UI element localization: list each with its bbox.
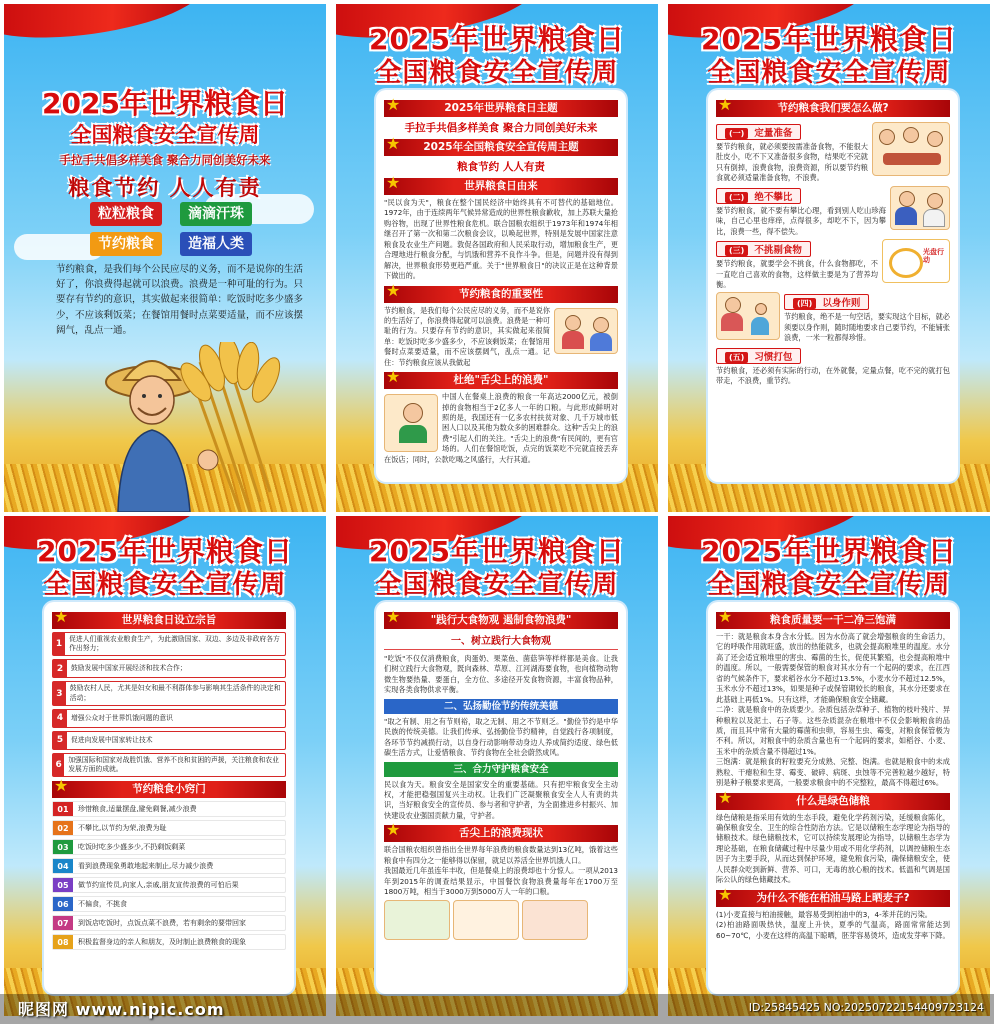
quality-text: 三饱满：就是粮食的籽粒要充分成熟、完整、饱满。也就是粮食中的未成熟粒、干瘪粒和生芽、霉变、破碎、病斑、虫蚀等不完善粒越少越好，特别是种子粮要求更高，一般要求粮食中的不完整粒，最高不得超过6%。 <box>716 757 950 788</box>
theme-text: 粮食节约 人人有责 <box>457 161 545 173</box>
howto-title: 以身作则 <box>822 298 861 310</box>
list-item <box>52 709 286 728</box>
section-title: 节约粮食我们要怎么做? <box>777 102 889 114</box>
content-panel <box>376 90 626 482</box>
waste-text: 中国人在餐桌上浪费的粮食一年高达2000亿元，被倒掉的食物相当于2亿多人一年的口粮。与此形成鲜明对照的是，我国还有一亿多农村扶贫对象、几千万城市低困人口以及其他为数众多的困难群众。这种"舌尖上的浪费"引起人们的关注。"舌尖上的浪费"有民间的，更有官场的。人们在餐馆吃饭，点完的饭菜吃不完就直接丢弃在饭店；同时，公款吃喝之风盛行，大行其道。 <box>384 392 618 464</box>
subsection-bar: 三、合力守护粮食安全 <box>384 762 618 777</box>
board-theme <box>336 4 658 512</box>
howto-head <box>716 348 801 364</box>
tip-item <box>52 801 286 817</box>
feast-table-illustration <box>522 900 588 940</box>
tip-number: 06 <box>53 897 73 911</box>
content-panel <box>708 602 958 994</box>
section-bar <box>384 607 618 629</box>
tip-text: 到饭店吃饭时，点饭点菜不浪费，若有剩余的要带回家 <box>78 919 246 928</box>
tag-save: 节约粮食 <box>90 232 162 256</box>
tag-grain: 粒粒粮食 <box>90 202 162 226</box>
tip-number: 07 <box>53 916 73 930</box>
waste-status-text: 我国最近几年虽连年丰收，但是餐桌上的浪费却也十分惊人。一项从2013年到2015年的调查结果显示，中国餐饮食物浪费量每年在1700万至1800万吨，相当于3000万到5000万人一年的口粮。 <box>384 866 618 896</box>
item-number: 3 <box>53 682 66 704</box>
howto-number: (四) <box>793 298 816 309</box>
howto-head <box>716 241 811 257</box>
item-number: 5 <box>53 732 67 749</box>
tip-number: 03 <box>53 840 73 854</box>
section-bar <box>384 95 618 117</box>
item-text: 加强国际和国家对战胜饥饿、营养不良和贫困的声援，关注粮食和农业发展方面的成就。 <box>68 755 279 773</box>
star-icon: ★ <box>386 95 401 114</box>
tip-text: 积极监督身边的亲人和朋友，及时制止浪费粮食的现象 <box>78 938 246 947</box>
red-ribbon <box>4 4 207 50</box>
section-title: 粮食质量要一干二净三饱满 <box>770 614 896 626</box>
tip-item <box>52 858 286 874</box>
board-title-line2: 全国粮食安全宣传周 <box>707 570 951 600</box>
quality-text: 二净：就是粮食中的杂质要少。杂质包括杂草种子、植物的枝叶残片、异种粮粒以及泥土、石子等。这些杂质混杂在粮堆中不仅会影响粮食的品质，而且其中常有大量的霉菌和虫卵，容易生虫、霉变，对粮食保管极为不利。所以，对粮食中的杂质含量也有一个起码的要求，如稻谷、小麦、玉米中的杂质含量不得超过1%。 <box>716 705 950 756</box>
section-bar <box>384 367 618 389</box>
section-title: 舌尖上的浪费现状 <box>459 827 543 840</box>
section-title: 为什么不能在柏油马路上晒麦子? <box>756 891 910 904</box>
tip-number: 01 <box>53 802 73 816</box>
star-icon: ★ <box>386 280 401 300</box>
board-food-view <box>336 516 658 1016</box>
list-item <box>52 731 286 750</box>
section-bar <box>716 787 950 810</box>
howto-text: 节约粮食，还必须有实际的行动，在外就餐，定量点餐，吃不完的就打包带走，不浪费，重节约。 <box>716 365 950 386</box>
tag-benefit: 造福人类 <box>180 232 252 256</box>
howto-title: 不挑剔食物 <box>754 245 802 257</box>
item-text: 鼓励农村人民，尤其是妇女和最不利群体参与影响其生活条件的决定和活动； <box>69 684 281 702</box>
waiter-illustration <box>890 186 950 230</box>
tip-number: 05 <box>53 878 73 892</box>
subsection-bar: 二、弘扬勤俭节约传统美德 <box>384 699 618 714</box>
poster-title-line2: 全国粮食安全宣传周 <box>70 123 260 147</box>
board-grain-quality <box>668 516 990 1016</box>
item-text: 鼓励发展中国家开展经济和技术合作； <box>71 664 187 673</box>
parent-child-illustration <box>716 292 780 340</box>
board-title-line1: 2025年世界粮食日 <box>37 535 293 568</box>
waste-status-text: 联合国粮农组织曾指出全世界每年浪费的粮食数量达到13亿吨，饿着这些粮食中有四分之一能够得以保留，就足以养活全世界饥饿人口。 <box>384 845 618 865</box>
howto-title: 习惯打包 <box>754 351 793 363</box>
board-title-line2: 全国粮食安全宣传周 <box>707 58 951 88</box>
board-title-line2: 全国粮食安全宣传周 <box>375 570 619 600</box>
quality-text: 一干：就是粮食本身含水分低。因为水份高了就会增强粮食的生命活力，它的呼吸作用就旺盛，放出的热能就多，也就会提高粮堆里的温度。水分高了还会适宜粮堆里的害虫、霉菌的生长，促使其繁殖，也会提高粮堆中的温度。所以，一般需要保管的粮食对其水分有一个起码的要求，在江西省的气候条件下，要求稻谷水分不超过13.5%，小麦水分不超过12.5%，玉米水分不超过13%，如果是种子或保管期较长的粮食，其水分还要求在此基础上再低1%。只有这样，才能确保粮食安全储藏。 <box>716 632 950 704</box>
subsection-title: 一、树立践行大食物观 <box>384 632 618 650</box>
content-panel <box>708 90 958 482</box>
trash-food-illustration <box>384 900 450 940</box>
board-title-line1: 2025年世界粮食日 <box>369 535 625 568</box>
howto-text: 要节约粮食，就必须要按需准备食物，不能很大肚皮小，吃不下又准备很多食物，结果吃不完就只有倒掉，浪费食物，浪费资源，所以要节约粮食就必须适量准备食物，不浪费。 <box>716 142 868 183</box>
board-title-line1: 2025年世界粮食日 <box>701 535 957 568</box>
section-title: 杜绝"舌尖上的浪费" <box>453 374 549 387</box>
tip-number: 08 <box>53 935 73 949</box>
list-item <box>52 659 286 678</box>
board-howto <box>668 4 990 512</box>
star-icon: ★ <box>718 95 733 114</box>
star-icon: ★ <box>718 884 733 904</box>
section-bar <box>716 607 950 629</box>
poster-title-line1: 2025年世界粮食日 <box>42 87 288 120</box>
star-icon: ★ <box>386 607 401 626</box>
howto-text: 要节约粮食，就要学会不挑食，什么食物都吃，不一直吃自己喜欢的食物，这样做主要是为了营养均衡。 <box>716 259 878 289</box>
tip-item <box>52 915 286 931</box>
star-icon: ★ <box>386 134 401 153</box>
star-icon: ★ <box>386 367 401 387</box>
howto-number: (三) <box>725 245 748 256</box>
list-item <box>52 681 286 705</box>
star-icon: ★ <box>718 607 733 626</box>
item-text: 促进人们重视农业粮食生产，为此激励国家、双边、多边及非政府各方作出努力； <box>69 635 280 653</box>
subsection-text: 民以食为天。粮食安全是国家安全的重要基础。只有把牢粮食安全主动权，才能把稳强国复兴主动权。让我们广泛凝聚粮食安全人人有责的共识，当好粮食安全的宣传员、参与者和守护者，为全面推进乡村振兴、加快建设农业强国贡献力量，守护者。 <box>384 779 618 820</box>
theme-text: 手拉手共倡多样美食 聚合力同创美好未来 <box>404 122 598 134</box>
subsection-text: "吃饭"不仅仅消费粮食，肉蛋奶、果菜鱼、菌菇笋等样样都是美食。让我们树立践行大食物观，既向森林、草原、江河湖海要食物，也向植物动物微生物要热量、要蛋白，全方位、多途径开发食物资源，丰富食物品种，实现各类食物供求平衡。 <box>384 654 618 695</box>
tag-sweat: 滴滴汗珠 <box>180 202 252 226</box>
tip-text: 吃饭时吃多少盛多少,不扔剩饭剩菜 <box>78 843 186 852</box>
section-title: 世界粮食日设立宗旨 <box>121 614 217 626</box>
watermark-strip <box>0 994 994 1024</box>
board-purpose <box>4 516 326 1016</box>
section-bar <box>716 884 950 907</box>
watermark-site: 昵图网 www.nipic.com <box>18 1000 225 1019</box>
star-icon: ★ <box>54 607 69 626</box>
section-bar <box>384 134 618 156</box>
section-title: 节约粮食的重要性 <box>459 287 543 300</box>
section-bar <box>52 607 286 629</box>
tip-number: 04 <box>53 859 73 873</box>
tip-item <box>52 839 286 855</box>
farmer-illustration <box>100 342 300 512</box>
howto-text: 要节约粮食，就不要有攀比心理，看到别人吃山珍海味，自己心里也痒痒，点得很多，却吃不下，因为攀比，浪费一些，得不偿失。 <box>716 205 886 236</box>
section-bar <box>716 95 950 117</box>
star-icon: ★ <box>386 820 401 840</box>
howto-number: (五) <box>725 352 748 363</box>
tip-text: 不偏食，不挑食 <box>78 900 127 909</box>
clean-plate-illustration <box>882 239 950 283</box>
poster-body-text: 节约粮食，是我们每个公民应尽的义务，而不是说你的生活好了，你浪费得起就可以浪费。浪费是一种可耻的行为。只要存有节约的意识，其实做起来很简单：吃饭时吃多少盛多少，不应该剩饭菜；在餐馆用餐时点菜要适量，而不应该摆阔气，乱点一通。 <box>56 264 304 336</box>
section-title: 什么是绿色储粮 <box>796 794 870 807</box>
family-meal-illustration <box>554 308 618 354</box>
waste-illustrations <box>384 900 618 940</box>
howto-text: 节约粮食，绝不是一句空话，要实现这个目标，就必须要以身作则，随时随地要求自己要节约，不能铺张浪费，一米一粒都得珍惜。 <box>784 312 950 343</box>
subsection-text: "取之有制、用之有节则裕，取之无制、用之不节则乏。"勤俭节约是中华民族的传统美德。让我们传承、弘扬勤俭节约精神，自觉践行各项制度，各环节节约减损行动，以自身行动影响带动身边人养成简约适度、绿色低碳生活方式，让爱惜粮食、节约食物在全社会蔚然成风。 <box>384 716 618 758</box>
item-text: 增强公众对于世界饥饿问题的意识 <box>71 713 173 722</box>
board-title-line2: 全国粮食安全宣传周 <box>43 570 287 600</box>
board-title-line2: 全国粮食安全宣传周 <box>375 58 619 88</box>
howto-number: (二) <box>725 192 748 203</box>
tip-item <box>52 896 286 912</box>
item-number: 4 <box>53 710 67 727</box>
tip-text: 珍惜粮食,适量摆盘,避免剩餐,减少浪费 <box>78 805 197 814</box>
star-icon: ★ <box>54 776 69 796</box>
tip-number: 02 <box>53 821 73 835</box>
poster-slogan: 手拉手共倡多样美食 聚合力同创美好未来 <box>59 153 271 167</box>
tip-item <box>52 877 286 893</box>
list-item <box>52 632 286 656</box>
chef-illustration <box>453 900 519 940</box>
section-title: 节约粮食小窍门 <box>132 783 206 796</box>
board-title-line1: 2025年世界粮食日 <box>369 23 625 56</box>
section-bar <box>384 173 618 195</box>
asphalt-text: (2)柏油路面吸热快，温度上升快，夏季的气温高，路面常常能达到60~70℃，小麦在这样的高温下晾晒，胚芽容易烫坏，造成发芽率下降。 <box>716 920 950 940</box>
section-bar <box>384 280 618 303</box>
howto-title: 绝不攀比 <box>754 191 793 203</box>
content-panel <box>376 602 626 994</box>
section-title: 世界粮食日由来 <box>464 180 538 192</box>
tip-text: 看到浪费现象勇敢地起来制止,尽力减少浪费 <box>78 862 214 871</box>
section-title: 2025年全国粮食安全宣传周主题 <box>423 141 579 153</box>
section-bar <box>52 776 286 798</box>
star-icon: ★ <box>718 787 733 807</box>
howto-head <box>784 294 869 310</box>
family-dinner-illustration <box>872 122 950 176</box>
section-bar <box>384 820 618 842</box>
tip-text: 不攀比,以节约为荣,浪费为耻 <box>78 824 167 833</box>
importance-text: 节约粮食，是我们每个公民应尽的义务，而不是说你的生活好了，你浪费得起就可以浪费。浪费是一种可耻的行为。只要存有节约的意识，其实做起来很简单：吃饭时吃多少盛多少，不应该剩饭菜；在餐馆用餐时点菜要适量，而不应该摆阔气，乱点一通。记住：节约粮食应该从我做起 <box>384 305 550 367</box>
asphalt-text: (1)小麦直接与柏油接触，最容易受到柏油中的3，4-苯并芘的污染。 <box>716 909 932 919</box>
howto-number: (一) <box>725 128 748 139</box>
boy-eating-illustration <box>384 394 438 452</box>
plate-label: 光盘行动 <box>923 248 944 265</box>
section-title: "践行大食物观 遏制食物浪费" <box>430 614 572 626</box>
howto-head <box>716 188 801 204</box>
list-item <box>52 753 286 777</box>
howto-title: 定量准备 <box>754 128 793 139</box>
star-icon: ★ <box>386 173 401 192</box>
item-number: 2 <box>53 660 67 677</box>
tip-text: 做节约宣传员,向家人,亲戚,朋友宣传浪费的可怕后果 <box>78 881 239 890</box>
green-storage-text: 绿色储粮是指采用有效的生态手段，避免化学药剂污染，延缓粮食陈化，确保粮食安全、卫生的综合性防治方法。它是以储粮生态学理论为指导的储粮技术。绿色储粮技术，它可以持续发展理论为指导，以储粮生态学为理论基础，在粮食储藏过程中尽量少用或不用化学药剂，以调控储粮生态因子为主要手段，从而达到保护环境，避免粮食污染，确保储粮安全，使人民群众吃到新鲜、营养、可口，无毒的放心粮的技术。低温和气调是国际公认的绿色储藏技术。 <box>716 812 950 885</box>
content-panel <box>44 602 294 994</box>
item-number: 1 <box>53 633 65 655</box>
tip-item <box>52 820 286 836</box>
poster-cover <box>4 4 326 512</box>
tip-item <box>52 934 286 950</box>
poster-big-slogan: 粮食节约 人人有责 <box>68 176 262 200</box>
item-number: 6 <box>53 754 64 776</box>
item-text: 促进向发展中国家转让技术 <box>71 735 153 744</box>
tips-list <box>52 801 286 950</box>
section-title: 2025年世界粮食日主题 <box>444 102 558 114</box>
origin-text: "民以食为天"，粮食在整个国民经济中始终具有不可替代的基础地位。1972年，由于连续两年气候异常造成的世界性粮食歉收，加上苏联大量抢购谷物，出现了世界性粮食危机。联合国粮农组织于1973年和1974年相继召开了第一次和第二次粮食会议，以唤起世界，特别是发展中国家注意粮食及农业生产问题。敦促各国政府和人民采取行动，增加粮食生产，更合理地进行粮食分配，与饥饿和营养不良作斗争。但是，问题并没有得到解决，世界粮食形势更趋严重。关于"世界粮食日"的决议正是在这种背景下做出的。 <box>384 198 618 281</box>
howto-head <box>716 124 801 140</box>
board-title-line1: 2025年世界粮食日 <box>701 23 957 56</box>
watermark-id: ID:25845425 NO:20250722154409723124 <box>748 1001 984 1014</box>
purpose-list <box>52 632 286 777</box>
